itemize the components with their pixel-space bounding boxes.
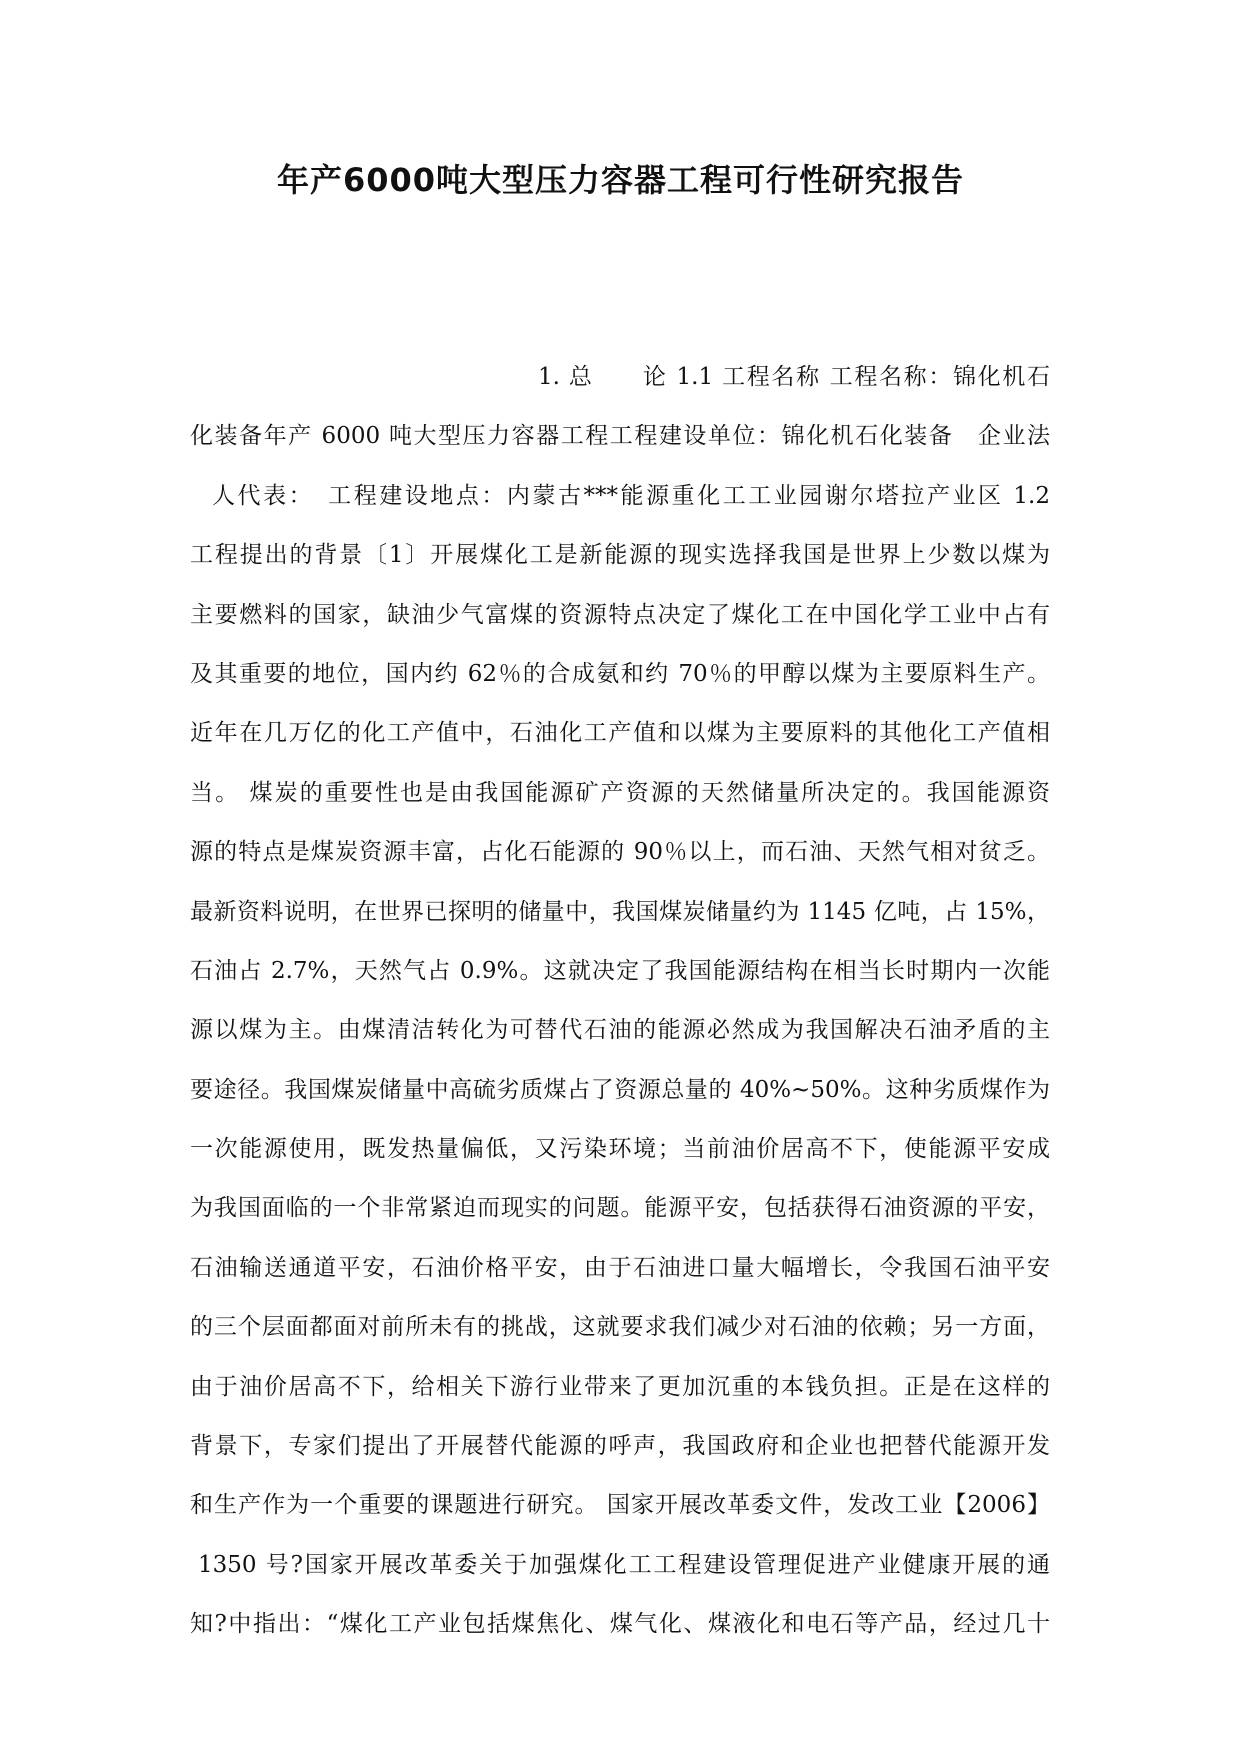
text-line: 和生产作为一个重要的课题进行研究。 国家开展改革委文件，发改工业【2006】 (190, 1492, 1050, 1519)
text-line: 源以煤为主。由煤清洁转化为可替代石油的能源必然成为我国解决石油矛盾的主 (190, 1017, 1050, 1044)
text-line: 主要燃料的国家，缺油少气富煤的资源特点决定了煤化工在中国化学工业中占有 (190, 601, 1050, 628)
text-line: 1350 号?国家开展改革委关于加强煤化工工程建设管理促进产业健康开展的通 (198, 1551, 1050, 1578)
text-line: 一次能源使用，既发热量偏低，又污染环境；当前油价居高不下，使能源平安成 (190, 1136, 1050, 1163)
text-line: 由于油价居高不下，给相关下游行业带来了更加沉重的本钱负担。正是在这样的 (190, 1373, 1050, 1400)
text-line: 石油占 2.7%，天然气占 0.9%。这就决定了我国能源结构在相当长时期内一次能 (190, 957, 1050, 984)
text-line: 要途径。我国煤炭储量中高硫劣质煤占了资源总量的 40%~50%。这种劣质煤作为 (190, 1076, 1050, 1103)
text-line: 背景下，专家们提出了开展替代能源的呼声，我国政府和企业也把替代能源开发 (190, 1433, 1050, 1460)
text-line: 最新资料说明，在世界已探明的储量中，我国煤炭储量约为 1145 亿吨，占 15%， (190, 898, 1050, 925)
text-line: 石油输送通道平安，石油价格平安，由于石油进口量大幅增长，令我国石油平安 (190, 1254, 1050, 1281)
text-line: 的三个层面都面对前所未有的挑战，这就要求我们减少对石油的依赖；另一方面， (190, 1314, 1050, 1341)
text-line: 1. 总 论 1.1 工程名称 工程名称：锦化机石 (538, 364, 1050, 390)
document-title: 年产6000吨大型压力容器工程可行性研究报告 (276, 161, 965, 199)
text-line: 知?中指出：“煤化工产业包括煤焦化、煤气化、煤液化和电石等产品，经过几十 (190, 1611, 1050, 1638)
text-line: 源的特点是煤炭资源丰富，占化石能源的 90％以上，而石油、天然气相对贫乏。 (190, 839, 1050, 866)
text-line: 为我国面临的一个非常紧迫而现实的问题。能源平安，包括获得石油资源的平安， (190, 1195, 1050, 1222)
text-line: 化装备年产 6000 吨大型压力容器工程工程建设单位：锦化机石化装备 企业法 (190, 423, 1050, 450)
text-line: 及其重要的地位，国内约 62％的合成氨和约 70％的甲醇以煤为主要原料生产。 (190, 660, 1050, 687)
body-text (190, 348, 1050, 1655)
text-line: 工程提出的背景〔1〕开展煤化工是新能源的现实选择我国是世界上少数以煤为 (190, 542, 1050, 569)
text-line: 当。 煤炭的重要性也是由我国能源矿产资源的天然储量所决定的。我国能源资 (190, 779, 1050, 806)
text-line: 近年在几万亿的化工产值中，石油化工产值和以煤为主要原料的其他化工产值相 (190, 720, 1050, 747)
text-line: 人代表： 工程建设地点：内蒙古***能源重化工工业园谢尔塔拉产业区 1.2 (212, 482, 1050, 509)
